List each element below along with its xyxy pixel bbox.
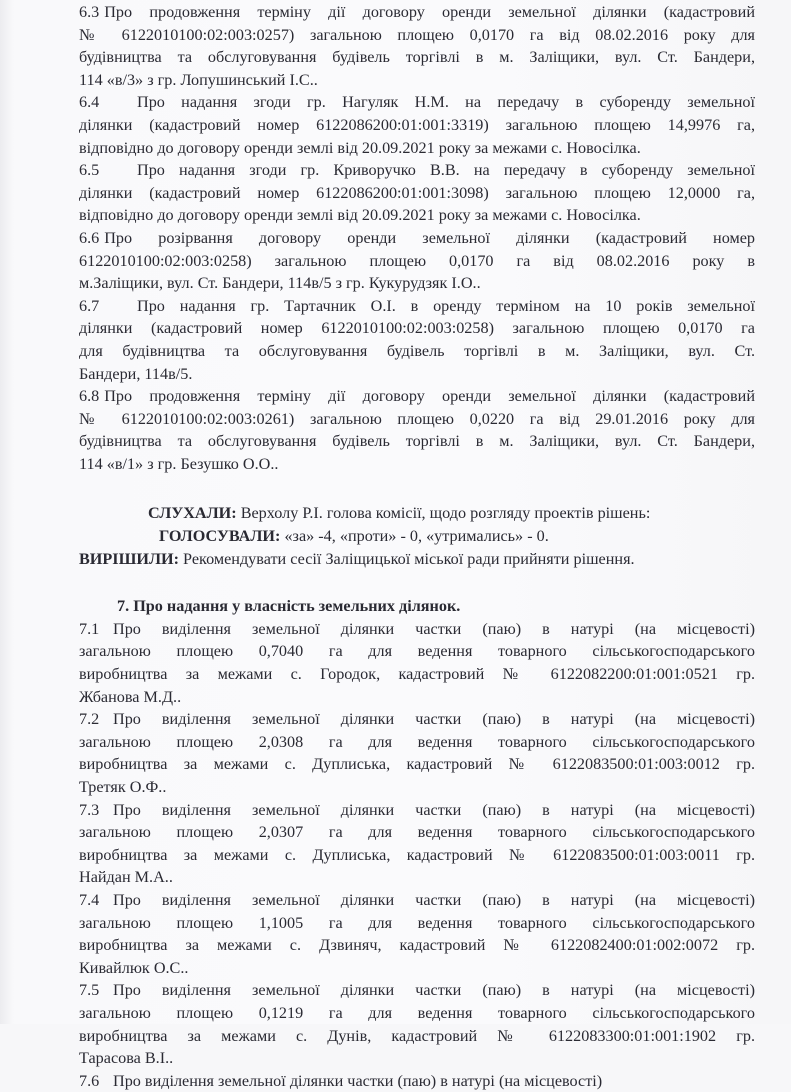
item-line [79, 24, 755, 47]
item-line [79, 182, 755, 205]
item-text: загальною площею 2,0307 га для ведення товарного сільськогосподарського [79, 823, 755, 842]
heard-text: Верхолу Р.І. голова комісії, щодо розгляду проектів рішень: [236, 504, 651, 523]
item-text: загальною площею 0,7040 га для ведення товарного сільськогосподарського [79, 642, 755, 661]
decided-label: ВИРІШИЛИ: [79, 549, 179, 568]
item-text: Про надання згоди гр. Криворучко В.В. на передачу в суборенду земельної [137, 161, 755, 180]
item-line [79, 137, 755, 160]
item-line [79, 317, 755, 340]
item-text: Найдан М.А.. [79, 868, 173, 887]
item-line [79, 227, 755, 250]
item-text: Про надання згоди гр. Нагуляк Н.М. на передачу в суборенду земельної [137, 93, 755, 112]
item-line [79, 430, 755, 453]
item-number: 6.3 [79, 3, 100, 21]
item-text: будівництва та обслуговування будівель торгівлі в м. Заліщики, вул. Ст. Бандери, [79, 48, 755, 67]
item-text: виробництва за межами с. Городок, кадастровий № 6122082200:01:001:0521 гр. [79, 665, 755, 684]
item-line [79, 363, 755, 386]
item-line [79, 159, 755, 182]
item-text: Про надання гр. Тартачник О.І. в оренду терміном на 10 років земельної [137, 296, 755, 315]
item-number: 7.4 [79, 890, 100, 909]
item-text: Бандери, 114в/5. [79, 364, 193, 383]
section-7-item-7-3 [79, 799, 755, 889]
section-6-item-6-4 [79, 91, 755, 159]
item-line [79, 979, 755, 1002]
decided-text: Рекомендувати сесії Заліщицької міської ради прийняти рішення. [179, 549, 635, 568]
item-number: 7.2 [79, 710, 100, 729]
item-text: № 6122010100:02:003:0261) загальною площею 0,0220 га від 29.01.2016 року для [79, 409, 755, 428]
item-text: загальною площею 2,0308 га для ведення товарного сільськогосподарського [79, 732, 755, 751]
item-line [79, 708, 755, 731]
item-text: Жбанова М.Д.. [79, 687, 182, 706]
item-text: № 6122010100:02:003:0257) загальною площею 0,0170 га від 08.02.2016 року для [79, 25, 755, 44]
item-text: 6122010100:02:003:0258) загальною площею 0,0170 га від 08.02.2016 року в [79, 251, 755, 270]
item-text: Про продовження терміну дії договору оренди земельної ділянки (кадастровий [104, 3, 755, 21]
item-text: м.Заліщики, вул. Ст. Бандери, 114в/5 з гр. Кукурудзяк І.О.. [79, 274, 481, 293]
section-6-item-6-3 [79, 1, 755, 91]
item-line [79, 957, 755, 980]
item-text: 114 «в/1» з гр. Безушко О.О.. [79, 454, 279, 473]
item-text: Про виділення земельної ділянки частки (паю) в натурі (на місцевості) [113, 710, 755, 729]
item-number: 6.7 [79, 296, 100, 315]
item-text: Про продовження терміну дії договору оренди земельної ділянки (кадастровий [104, 387, 755, 406]
item-line [79, 618, 755, 641]
item-line [79, 114, 755, 137]
section-7-item-7-1 [79, 618, 755, 708]
item-line [79, 69, 755, 92]
voted-text: «за» -4, «проти» - 0, «утримались» - 0. [280, 527, 549, 546]
item-text: відповідно до договору оренди землі від 20.09.2021 року за межами с. Новосілка. [79, 138, 641, 157]
item-text: Кивайлюк О.С.. [79, 958, 189, 977]
item-line [79, 91, 755, 114]
heard-label: СЛУХАЛИ: [148, 504, 237, 523]
item-text: Про виділення земельної ділянки частки (паю) в натурі (на місцевості) [113, 981, 755, 1000]
item-line [79, 385, 755, 408]
section-6-item-6-8 [79, 385, 755, 475]
item-line [79, 250, 755, 273]
voted-line [79, 525, 755, 548]
item-line [79, 889, 755, 912]
section-6-items [79, 1, 755, 475]
item-text: Про виділення земельної ділянки частки (паю) в натурі (на місцевості) [113, 1071, 603, 1090]
item-number: 7.6 [79, 1071, 100, 1090]
heard-line [79, 502, 755, 525]
section-6-item-6-5 [79, 159, 755, 227]
item-line [79, 776, 755, 799]
section-7-items [79, 618, 755, 1090]
decided-line [79, 548, 755, 571]
item-line [79, 663, 755, 686]
item-text: Про розірвання договору оренди земельної ділянки (кадастровий номер [104, 228, 755, 247]
item-number: 6.5 [79, 161, 100, 180]
section-7-item-7-2 [79, 708, 755, 798]
item-line [79, 686, 755, 709]
section-7-item-7-6 [79, 1070, 755, 1090]
item-number: 7.1 [79, 619, 100, 638]
item-line [79, 1, 755, 24]
item-line [79, 1002, 755, 1025]
item-line [79, 204, 755, 227]
item-text: ділянки (кадастровий номер 6122010100:02:003:0258) загальною площею 0,0170 га [79, 319, 755, 338]
item-line [79, 912, 755, 935]
item-text: загальною площею 0,1219 га для ведення товарного сільськогосподарського [79, 1003, 755, 1022]
item-line [79, 844, 755, 867]
item-text: 114 «в/3» з гр. Лопушинський І.С.. [79, 70, 318, 89]
item-text: Про виділення земельної ділянки частки (паю) в натурі (на місцевості) [113, 890, 755, 909]
item-line [79, 640, 755, 663]
item-number: 6.4 [79, 93, 100, 112]
section-7-title: 7. Про надання у власність земельних ділянок. [117, 597, 461, 616]
item-line [79, 408, 755, 431]
item-line [79, 1070, 755, 1092]
item-text: Третяк О.Ф.. [79, 778, 167, 796]
item-line [79, 866, 755, 889]
item-number: 6.6 [79, 228, 100, 247]
item-line [79, 731, 755, 754]
item-line [79, 1047, 755, 1070]
item-number: 7.3 [79, 800, 100, 819]
item-text: виробництва за межами с. Дунів, кадастровий № 6122083300:01:001:1902 гр. [79, 1026, 755, 1045]
item-line [79, 934, 755, 957]
item-text: ділянки (кадастровий номер 6122086200:01:001:3319) загальною площею 14,9976 га, [79, 115, 755, 134]
item-text: для будівництва та обслуговування будівель торгівлі в м. Заліщики, вул. Ст. [79, 341, 755, 360]
item-text: ділянки (кадастровий номер 6122086200:01:001:3098) загальною площею 12,0000 га, [79, 183, 755, 202]
voted-label: ГОЛОСУВАЛИ: [159, 527, 281, 546]
item-line [79, 753, 755, 776]
item-line [79, 295, 755, 318]
item-text: загальною площею 1,1005 га для ведення товарного сільськогосподарського [79, 913, 755, 932]
item-line [79, 272, 755, 295]
section-7-item-7-4 [79, 889, 755, 979]
item-number: 7.5 [79, 981, 100, 1000]
item-line [79, 821, 755, 844]
item-text: будівництва та обслуговування будівель торгівлі в м. Заліщики, вул. Ст. Бандери, [79, 432, 755, 451]
item-text: виробництва за межами с. Дзвиняч, кадастровий № 6122082400:01:002:0072 гр. [79, 936, 755, 955]
item-line [79, 340, 755, 363]
document-body [79, 1, 755, 1090]
item-line [79, 799, 755, 822]
item-text: виробництва за межами с. Дуплиська, кадастровий № 6122083500:01:003:0011 гр. [79, 845, 755, 864]
section-6-item-6-6 [79, 227, 755, 295]
item-number: 6.8 [79, 387, 100, 406]
item-line [79, 1025, 755, 1048]
item-text: Про виділення земельної ділянки частки (паю) в натурі (на місцевості) [113, 800, 755, 819]
item-text: Тарасова В.І.. [79, 1049, 174, 1068]
item-line [79, 46, 755, 69]
section-6-item-6-7 [79, 295, 755, 385]
item-line [79, 453, 755, 476]
spacer [79, 475, 755, 502]
item-text: виробництва за межами с. Дуплиська, кадастровий № 6122083500:01:003:0012 гр. [79, 755, 755, 774]
item-text: відповідно до договору оренди землі від 20.09.2021 року за межами с. Новосілка. [79, 206, 641, 225]
item-text: Про виділення земельної ділянки частки (паю) в натурі (на місцевості) [113, 619, 755, 638]
section-7-item-7-5 [79, 979, 755, 1069]
